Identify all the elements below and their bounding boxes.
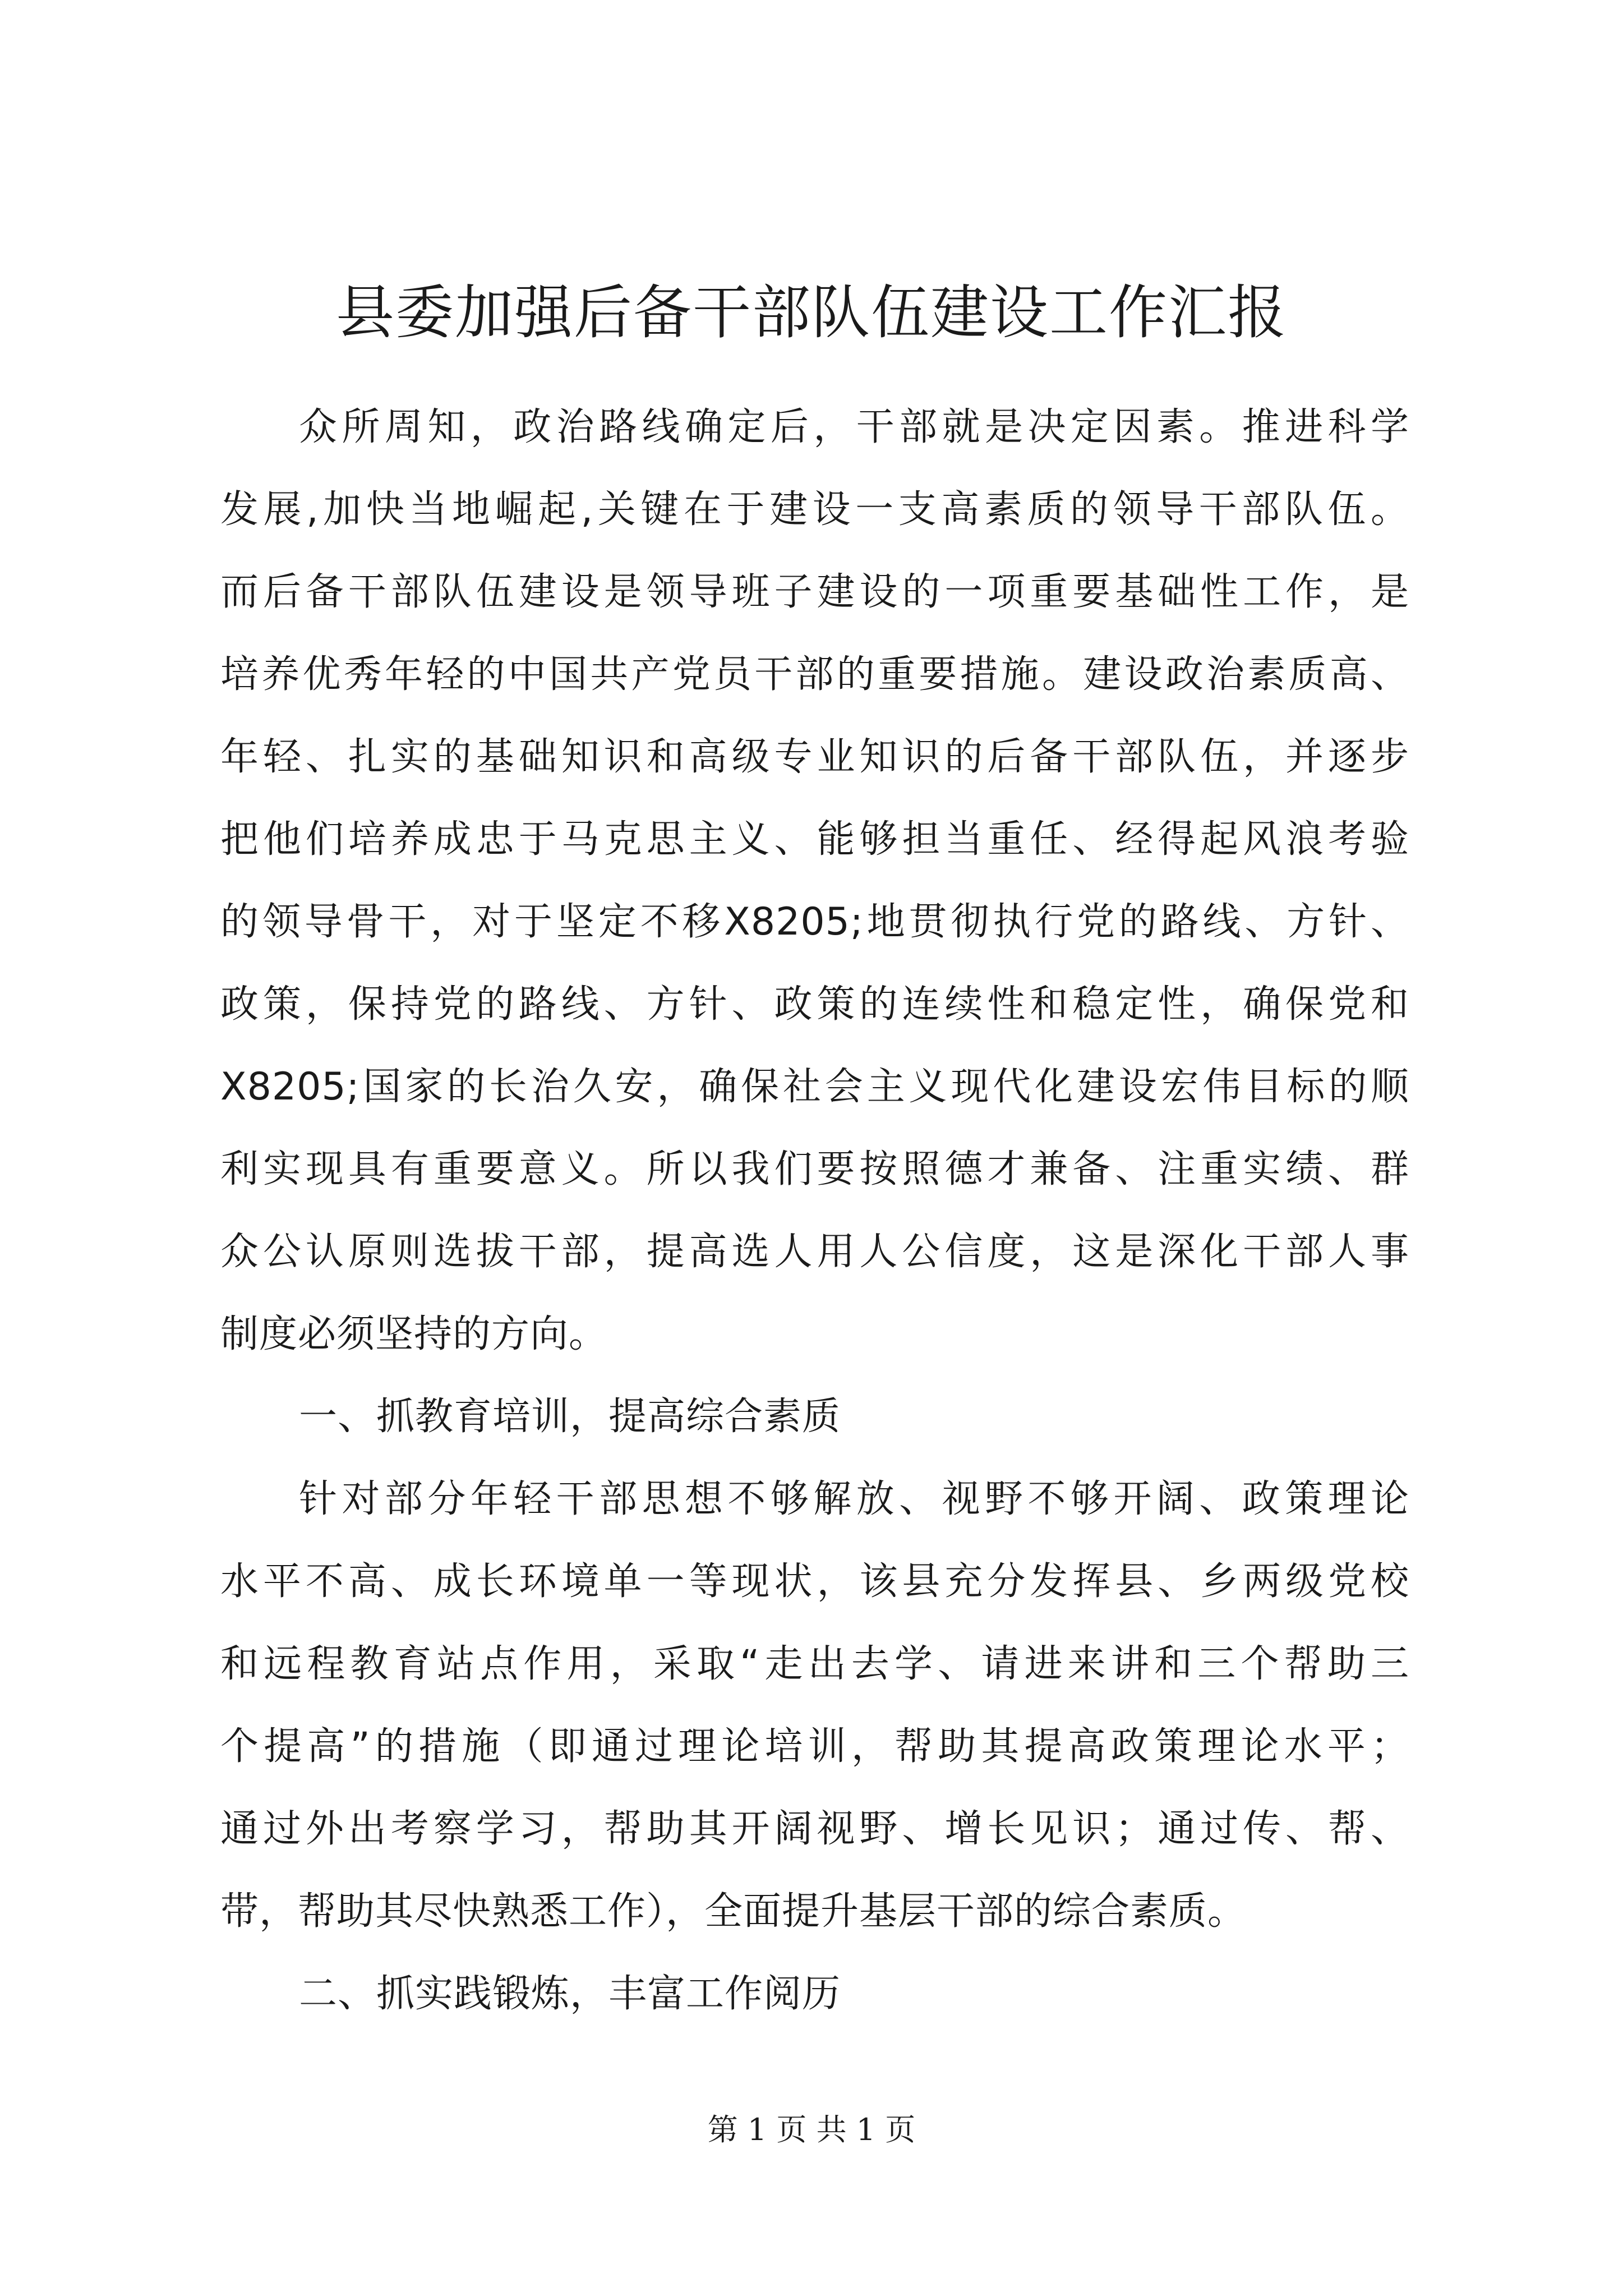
body-line: 众公认原则选拔干部，提高选人用人公信度，这是深化干部人事 — [220, 1230, 1409, 1274]
body-line: 带，帮助其尽快熟悉工作），全面提升基层干部的综合素质。 — [220, 1889, 1247, 1934]
section-heading: 二、抓实践锻炼，丰富工作阅历 — [299, 1972, 841, 2016]
body-line: 的领导骨干，对于坚定不移X8205;地贯彻执行党的路线、方针、 — [220, 900, 1409, 944]
body-line: X8205;国家的长治久安，确保社会主义现代化建设宏伟目标的顺 — [220, 1065, 1409, 1109]
document-title: 县委加强后备干部队伍建设工作汇报 — [335, 278, 1287, 347]
body-line: 水平不高、成长环境单一等现状，该县充分发挥县、乡两级党校 — [220, 1559, 1409, 1604]
body-line: 和远程教育站点作用，采取“走出去学、请进来讲和三个帮助三 — [220, 1642, 1409, 1686]
body-line: 而后备干部队伍建设是领导班子建设的一项重要基础性工作，是 — [220, 570, 1409, 614]
body-line: 利实现具有重要意义。所以我们要按照德才兼备、注重实绩、群 — [220, 1147, 1409, 1191]
page-number-footer: 第 1 页 共 1 页 — [707, 2112, 916, 2147]
body-line: 年轻、扎实的基础知识和高级专业知识的后备干部队伍，并逐步 — [220, 735, 1409, 779]
section-heading: 一、抓教育培训，提高综合素质 — [299, 1395, 841, 1439]
document-body — [220, 386, 1409, 2035]
body-line: 政策，保持党的路线、方针、政策的连续性和稳定性，确保党和 — [220, 982, 1409, 1027]
body-line: 培养优秀年轻的中国共产党员干部的重要措施。建设政治素质高、 — [220, 652, 1409, 697]
body-line: 发展,加快当地崛起,关键在于建设一支高素质的领导干部队伍。 — [220, 487, 1409, 532]
body-line: 众所周知，政治路线确定后，干部就是决定因素。推进科学 — [299, 405, 1409, 449]
body-line: 通过外出考察学习，帮助其开阔视野、增长见识；通过传、帮、 — [220, 1807, 1409, 1851]
body-line: 针对部分年轻干部思想不够解放、视野不够开阔、政策理论 — [299, 1477, 1409, 1521]
body-line: 个提高”的措施（即通过理论培训，帮助其提高政策理论水平； — [220, 1724, 1409, 1769]
body-line: 制度必须坚持的方向。 — [220, 1312, 608, 1356]
body-line: 把他们培养成忠于马克思主义、能够担当重任、经得起风浪考验 — [220, 817, 1409, 862]
